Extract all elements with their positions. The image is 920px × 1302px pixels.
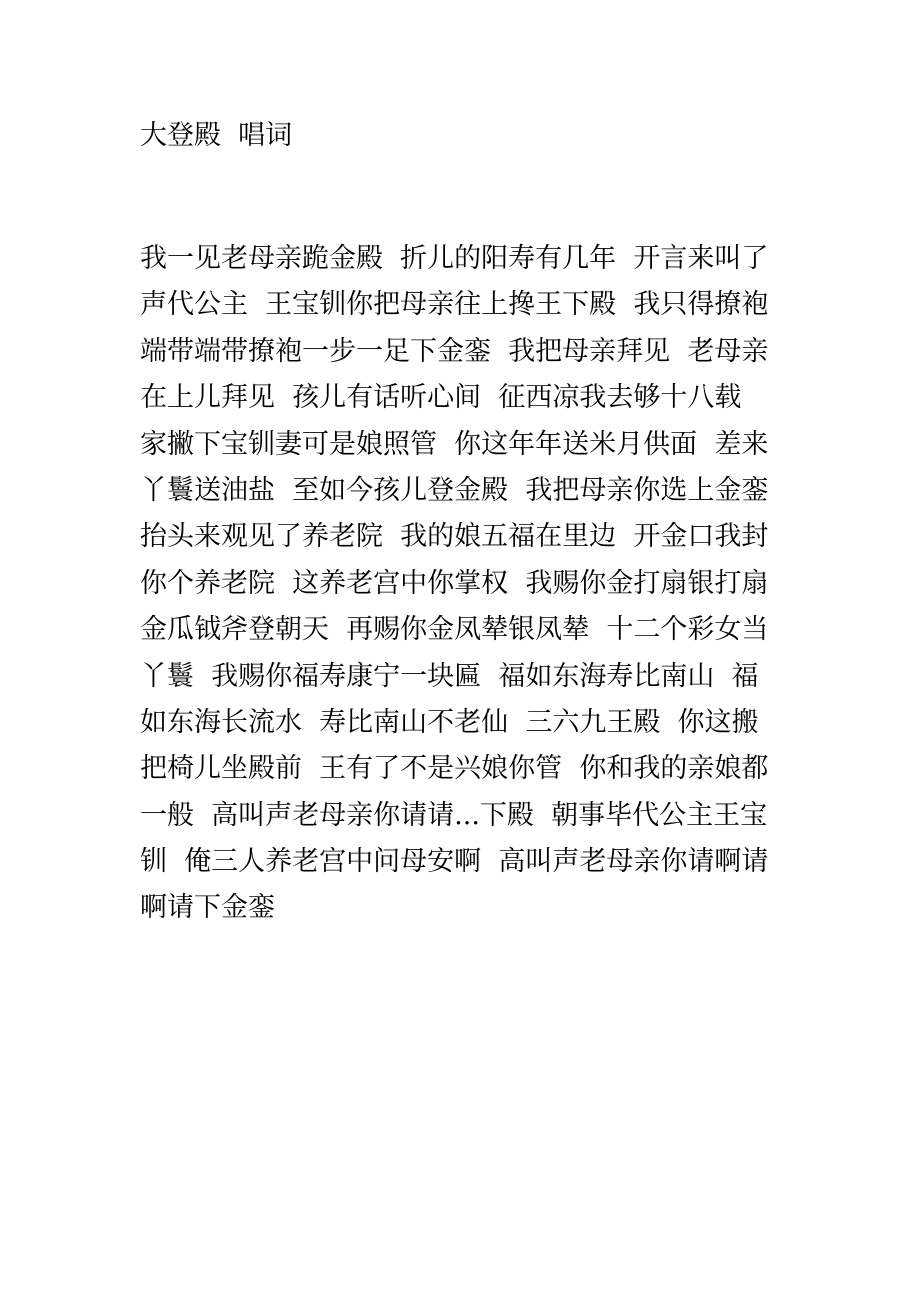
document-title: 大登殿 唱词	[140, 120, 293, 151]
lyrics-line: 声代公主 王宝钏你把母亲往上搀王下殿 我只得撩袍	[140, 289, 769, 321]
lyrics-line: 啊请下金銮	[140, 892, 275, 924]
lyrics-line: 你个养老院 这养老宫中你掌权 我赐你金打扇银打扇	[140, 567, 769, 599]
lyrics-line: 端带端带撩袍一步一足下金銮 我把母亲拜见 老母亲	[140, 335, 769, 367]
lyrics-line: 家撇下宝钏妻可是娘照管 你这年年送米月供面 差来	[140, 428, 769, 460]
lyrics-line: 抬头来观见了养老院 我的娘五福在里边 开金口我封	[140, 521, 769, 553]
lyrics-line: 在上儿拜见 孩儿有话听心间 征西凉我去够十八载	[140, 382, 742, 414]
lyrics-line: 金瓜钺斧登朝天 再赐你金凤辇银凤辇 十二个彩女当	[140, 614, 769, 646]
lyrics-line: 如东海长流水 寿比南山不老仙 三六九王殿 你这搬	[140, 706, 759, 738]
lyrics-line: 我一见老母亲跪金殿 折儿的阳寿有几年 开言来叫了	[140, 243, 769, 274]
lyrics-body	[140, 236, 790, 932]
lyrics-line: 丫鬟 我赐你福寿康宁一块匾 福如东海寿比南山 福	[140, 660, 759, 692]
lyrics-line: 把椅儿坐殿前 王有了不是兴娘你管 你和我的亲娘都	[140, 753, 769, 785]
lyrics-line: 钏 俺三人养老宫中问母安啊 高叫声老母亲你请啊请	[140, 846, 769, 878]
lyrics-line: 一般 高叫声老母亲你请请...下殿 朝事毕代公主王宝	[140, 799, 768, 831]
lyrics-line: 丫鬟送油盐 至如今孩儿登金殿 我把母亲你选上金銮	[140, 474, 769, 506]
